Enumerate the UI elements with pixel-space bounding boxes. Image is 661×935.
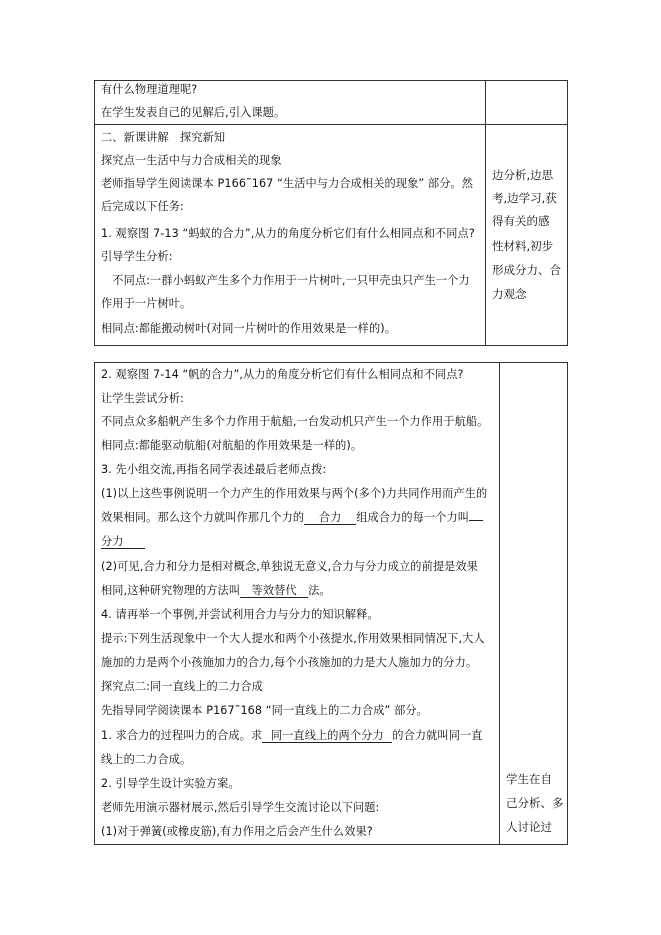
table1-side-line-1: 边分析,边思 [492,168,554,182]
blank-two-forces-same-line [262,729,392,743]
table1-line-7: 不同点:一群小蚂蚁产生多个力作用于一片树叶,一只甲壳虫只产生一个力 [101,274,470,287]
lesson-table-2 [94,362,568,845]
table2-line-16 [101,729,483,743]
section-heading: 二、新课讲解 探究新知 [101,131,226,144]
table2-line-10 [101,584,331,598]
table1-side-line-5: 形成分力、合 [492,263,561,277]
table2-line-17: 线上的二力合成。 [101,753,192,766]
lesson-table-1 [94,80,568,346]
table2-line-5: 3. 先小组交流,再指名同学表述最后老师点拨: [101,463,327,476]
table2-line-8 [101,535,145,549]
table2-line-1: 2. 观察图 7-14 “帆的合力”,从力的角度分析它们有什么相同点和不同点? [101,368,464,381]
table1-intro-line-2: 在学生发表自己的见解后,引入课题。 [101,106,286,119]
table2-line-11: 4. 请再举一个事例,并尝试利用合力与分力的知识解释。 [101,608,379,621]
table2-line-15: 先指导同学阅读课本 P167˜168 “同一直线上的二力合成” 部分。 [101,704,428,717]
explore-point-2-title: 探究点二:同一直线上的二力合成 [101,680,263,693]
table2-line-10-c: 法。 [308,584,331,597]
blank-component-force [101,535,145,549]
table2-side-line-2: 己分析、多 [506,796,564,810]
blank-tail [469,520,483,521]
table2-main-column [95,363,500,844]
table2-line-16-a: 1. 求合力的过程叫力的合成。求 [101,729,263,742]
table1-side-line-6: 力观念 [492,287,527,301]
table1-side-column [486,81,567,345]
table1-line-3: 老师指导学生阅读课本 P166˜167 “生活中与力合成相关的现象” 部分。然 [101,177,474,190]
answer-equivalent-substitution: 等效替代 [251,584,297,597]
table2-line-3: 不同点众多船帆产生多个力作用于航船,一台发动机只产生一个力作用于航船。 [101,415,489,428]
table2-line-12: 提示:下列生活现象中一个大人提水和两个小孩提水,作用效果相同情况下,大人 [101,632,485,645]
table2-line-7 [101,511,483,525]
blank-resultant-force [304,511,356,525]
table2-line-7-c: 组成合力的每一个力叫 [356,511,470,524]
table2-line-20: (1)对于弹簧(或橡皮筋),有力作用之后会产生什么效果? [101,825,373,838]
table2-line-19: 老师先用演示器材展示,然后引导学生交流讨论以下问题: [101,801,380,814]
table1-side-line-2: 考,边学习,获 [492,191,557,205]
explore-point-1-title: 探究点一生活中与力合成相关的现象 [101,154,282,167]
table1-side-line-3: 得有关的感 [492,214,550,228]
blank-equivalent-substitution [240,584,308,598]
table2-side-line-1: 学生在自 [506,772,552,786]
table1-line-9: 相同点:都能搬动树叶(对同一片树叶的作用效果是一样的)。 [101,322,396,335]
answer-two-forces-same-line: 同一直线上的两个分力 [270,729,384,742]
table1-line-6: 引导学生分析: [101,250,173,263]
table2-line-9: (2)可见,合力和分力是相对概念,单独说无意义,合力与分力成立的前提是效果 [101,560,479,573]
table2-side-line-3: 人讨论过 [506,820,552,834]
table1-line-5: 1. 观察图 7-13 “蚂蚁的合力”,从力的角度分析它们有什么相同点和不同点? [101,227,475,240]
table2-line-18: 2. 引导学生设计实验方案。 [101,777,240,790]
table2-side-column [500,363,567,844]
table1-side-line-4: 性材料,初步 [492,239,554,253]
answer-resultant-force: 合力 [318,511,342,524]
table1-line-4: 后完成以下任务: [101,200,184,213]
table2-line-2: 让学生尝试分析: [101,392,184,405]
table2-line-6: (1)以上这些事例说明一个力产生的作用效果与两个(多个)力共同作用而产生的 [101,487,488,500]
table1-line-8: 作用于一片树叶。 [101,297,192,310]
answer-component-force: 分力 [101,535,124,548]
table2-line-4: 相同点:都能驱动航船(对航船的作用效果是一样的)。 [101,439,363,452]
table2-line-16-c: 的合力就叫同一直 [392,729,483,742]
table1-intro-line-1: 有什么物理道理呢? [101,83,198,96]
table2-line-10-a: 相同,这种研究物理的方法叫 [101,584,241,597]
table2-line-7-a: 效果相同。那么这个力就叫作那几个力的 [101,511,305,524]
table2-line-13: 施加的力是两个小孩施加力的合力,每个小孩施加的力是大人施加力的分力。 [101,656,478,669]
